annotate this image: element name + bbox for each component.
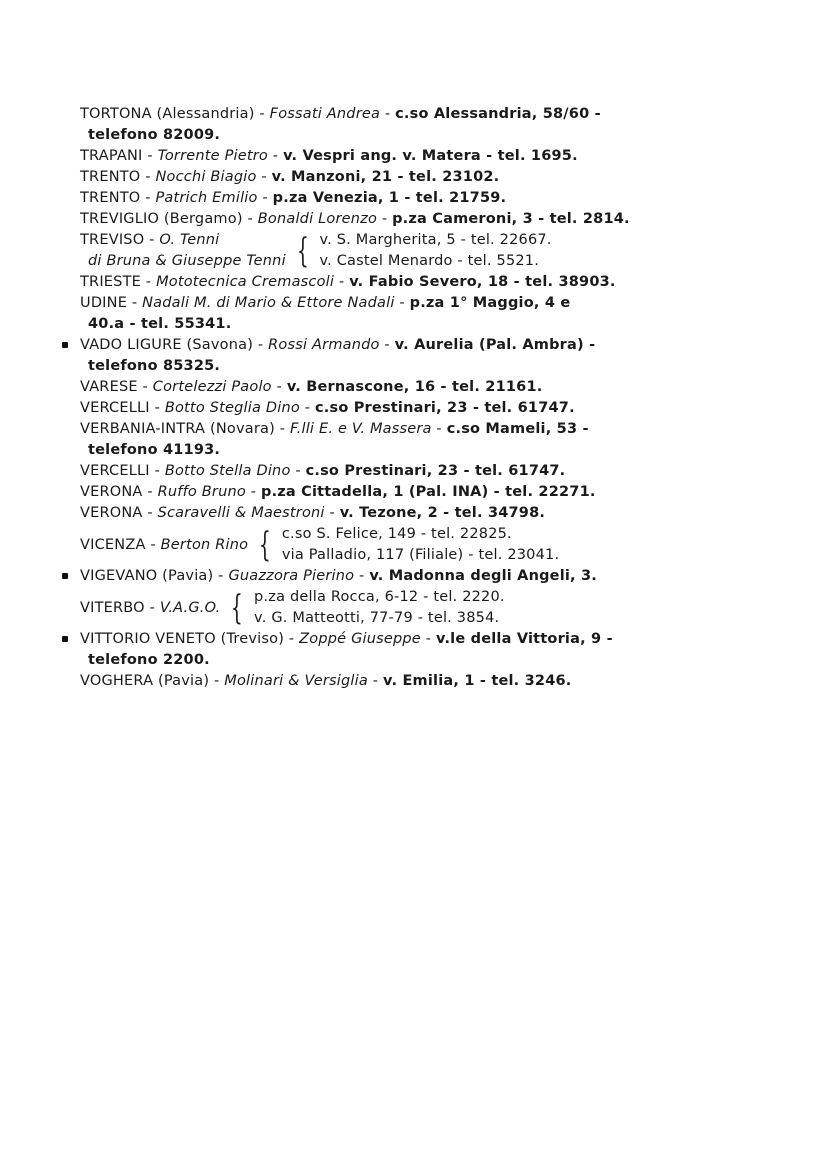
separator: - (420, 631, 436, 647)
firm-name: V.A.G.O. (159, 599, 221, 616)
address: v. Bernascone, 16 - tel. 21161. (286, 379, 543, 395)
separator: - (142, 148, 158, 164)
city-name: VARESE (80, 379, 138, 395)
dealer-entry (0, 146, 720, 167)
address: v. Vespri ang. v. Matera - tel. 1695. (283, 148, 578, 164)
separator: - (253, 337, 269, 353)
address: p.za Cameroni, 3 - tel. 2814. (392, 211, 630, 227)
separator: - (140, 190, 156, 206)
dealer-entry (0, 419, 720, 461)
firm-name: Botto Steglia Dino (164, 400, 300, 416)
address-continuation: telefono 41193. (88, 442, 221, 458)
separator: - (142, 484, 158, 500)
brace-icon: { (296, 231, 309, 271)
separator: - (254, 106, 270, 122)
dealer-entry (0, 524, 720, 566)
bullet-marker (62, 636, 68, 642)
dealer-entry (0, 629, 720, 671)
city-name: TREVISO (80, 232, 145, 248)
separator: - (144, 599, 160, 616)
dealer-entry (0, 188, 720, 209)
firm-name: Fossati Andrea (269, 106, 381, 122)
branch-address: c.so S. Felice, 149 - tel. 22825. (281, 526, 512, 542)
city-name: TRENTO (80, 169, 141, 185)
address: v.le della Vittoria, 9 - (436, 631, 613, 647)
dealer-entry (0, 209, 720, 230)
separator: - (268, 148, 284, 164)
address: v. Madonna degli Angeli, 3. (369, 568, 598, 584)
city-name: TRENTO (80, 190, 141, 206)
separator: - (141, 274, 157, 290)
dealer-entry (0, 272, 720, 293)
address-continuation: 40.a - tel. 55341. (88, 316, 232, 332)
address: p.za 1° Maggio, 4 e (409, 295, 571, 311)
dealer-entry (0, 293, 720, 335)
dealer-entry (0, 503, 720, 524)
dealer-entry (0, 398, 720, 419)
city-name: VERCELLI (80, 400, 150, 416)
separator: - (213, 568, 229, 584)
address: c.so Prestinari, 23 - tel. 61747. (305, 463, 566, 479)
city-name: VIGEVANO (Pavia) (80, 568, 214, 584)
branch-address: v. Castel Menardo - tel. 5521. (319, 253, 540, 269)
firm-name: Torrente Pietro (157, 148, 268, 164)
dealer-entry (0, 335, 720, 377)
address: p.za Venezia, 1 - tel. 21759. (272, 190, 507, 206)
separator: - (290, 463, 306, 479)
city-name: TREVIGLIO (Bergamo) (80, 211, 243, 227)
firm-name: Botto Stella Dino (164, 463, 291, 479)
city-name: UDINE (80, 295, 128, 311)
firm-name: Scaravelli & Maestroni (157, 505, 325, 521)
city-name: TRAPANI (80, 148, 143, 164)
separator: - (209, 673, 225, 689)
firm-name: Zoppé Giuseppe (299, 631, 421, 647)
separator: - (145, 536, 161, 553)
address: c.so Prestinari, 23 - tel. 61747. (314, 400, 575, 416)
firm-name: Cortelezzi Paolo (152, 379, 272, 395)
city-name: VERBANIA-INTRA (Novara) (80, 421, 275, 437)
address-continuation: telefono 82009. (88, 127, 221, 143)
separator: - (245, 484, 261, 500)
city-name: VERONA (80, 484, 143, 500)
dealer-entry (0, 377, 720, 398)
brace-icon: { (259, 525, 271, 565)
bullet-marker (62, 342, 68, 348)
city-name: VICENZA (80, 536, 146, 553)
dealer-entry (0, 167, 720, 188)
firm-name: Nocchi Biagio (155, 169, 257, 185)
separator: - (127, 295, 143, 311)
dealer-entry (0, 104, 720, 146)
branch-address: p.za della Rocca, 6-12 - tel. 2220. (254, 589, 505, 605)
city-name: VITERBO (80, 599, 145, 616)
separator: - (299, 400, 315, 416)
separator: - (256, 169, 272, 185)
firm-name: Molinari & Versiglia (224, 673, 368, 689)
separator: - (367, 673, 384, 689)
dealer-entry (0, 566, 720, 587)
address: p.za Cittadella, 1 (Pal. INA) - tel. 22271. (261, 484, 596, 500)
address: c.so Mameli, 53 - (446, 421, 589, 437)
address: v. Emilia, 1 - tel. 3246. (383, 673, 572, 689)
separator: - (377, 211, 393, 227)
branch-address: v. G. Matteotti, 77-79 - tel. 3854. (254, 610, 500, 626)
city-name: TORTONA (Alessandria) (80, 106, 255, 122)
city-name: TRIESTE (80, 274, 141, 290)
firm-name: Ruffo Bruno (157, 484, 246, 500)
address: v. Fabio Severo, 18 - tel. 38903. (349, 274, 616, 290)
firm-name: Mototecnica Cremascoli (156, 274, 335, 290)
city-name: VOGHERA (Pavia) (80, 673, 210, 689)
firm-name: O. Tenni (159, 232, 220, 248)
separator: - (140, 169, 156, 185)
separator: - (380, 106, 396, 122)
separator: - (354, 568, 370, 584)
separator: - (137, 379, 153, 395)
separator: - (149, 400, 165, 416)
firm-name: Guazzora Pierino (228, 568, 355, 584)
separator: - (274, 421, 290, 437)
separator: - (144, 232, 160, 248)
address: v. Manzoni, 21 - tel. 23102. (271, 169, 500, 185)
branch-address: via Palladio, 117 (Filiale) - tel. 23041. (281, 547, 560, 563)
city-name: VITTORIO VENETO (Treviso) (80, 631, 285, 647)
separator: - (242, 211, 258, 227)
firm-name: Berton Rino (160, 536, 249, 553)
dealer-entry (0, 587, 720, 629)
firm-name-line2: di Bruna & Giuseppe Tenni (88, 253, 286, 269)
dealer-entry (0, 230, 720, 272)
city-name: VADO LIGURE (Savona) (80, 337, 254, 353)
address: c.so Alessandria, 58/60 - (395, 106, 601, 122)
address: v. Tezone, 2 - tel. 34798. (339, 505, 546, 521)
branch-address: v. S. Margherita, 5 - tel. 22667. (319, 232, 552, 248)
separator: - (284, 631, 300, 647)
separator: - (394, 295, 410, 311)
separator: - (334, 274, 350, 290)
bullet-marker (62, 573, 68, 579)
address-continuation: telefono 85325. (88, 358, 221, 374)
firm-name: F.lli E. e V. Massera (289, 421, 432, 437)
separator: - (257, 190, 273, 206)
separator: - (149, 463, 165, 479)
separator: - (431, 421, 447, 437)
separator: - (324, 505, 340, 521)
dealer-entry (0, 482, 720, 503)
firm-name: Nadali M. di Mario & Ettore Nadali (142, 295, 395, 311)
separator: - (379, 337, 395, 353)
dealer-entry (0, 461, 720, 482)
brace-icon: { (231, 588, 244, 628)
firm-name: Patrich Emilio (155, 190, 258, 206)
firm-name: Bonaldi Lorenzo (257, 211, 378, 227)
separator: - (271, 379, 287, 395)
city-name: VERCELLI (80, 463, 150, 479)
separator: - (142, 505, 158, 521)
firm-name: Rossi Armando (268, 337, 380, 353)
dealer-listing (0, 104, 840, 692)
dealer-entry (0, 671, 720, 692)
city-name: VERONA (80, 505, 143, 521)
address: v. Aurelia (Pal. Ambra) - (394, 337, 596, 353)
address-continuation: telefono 2200. (88, 652, 210, 668)
